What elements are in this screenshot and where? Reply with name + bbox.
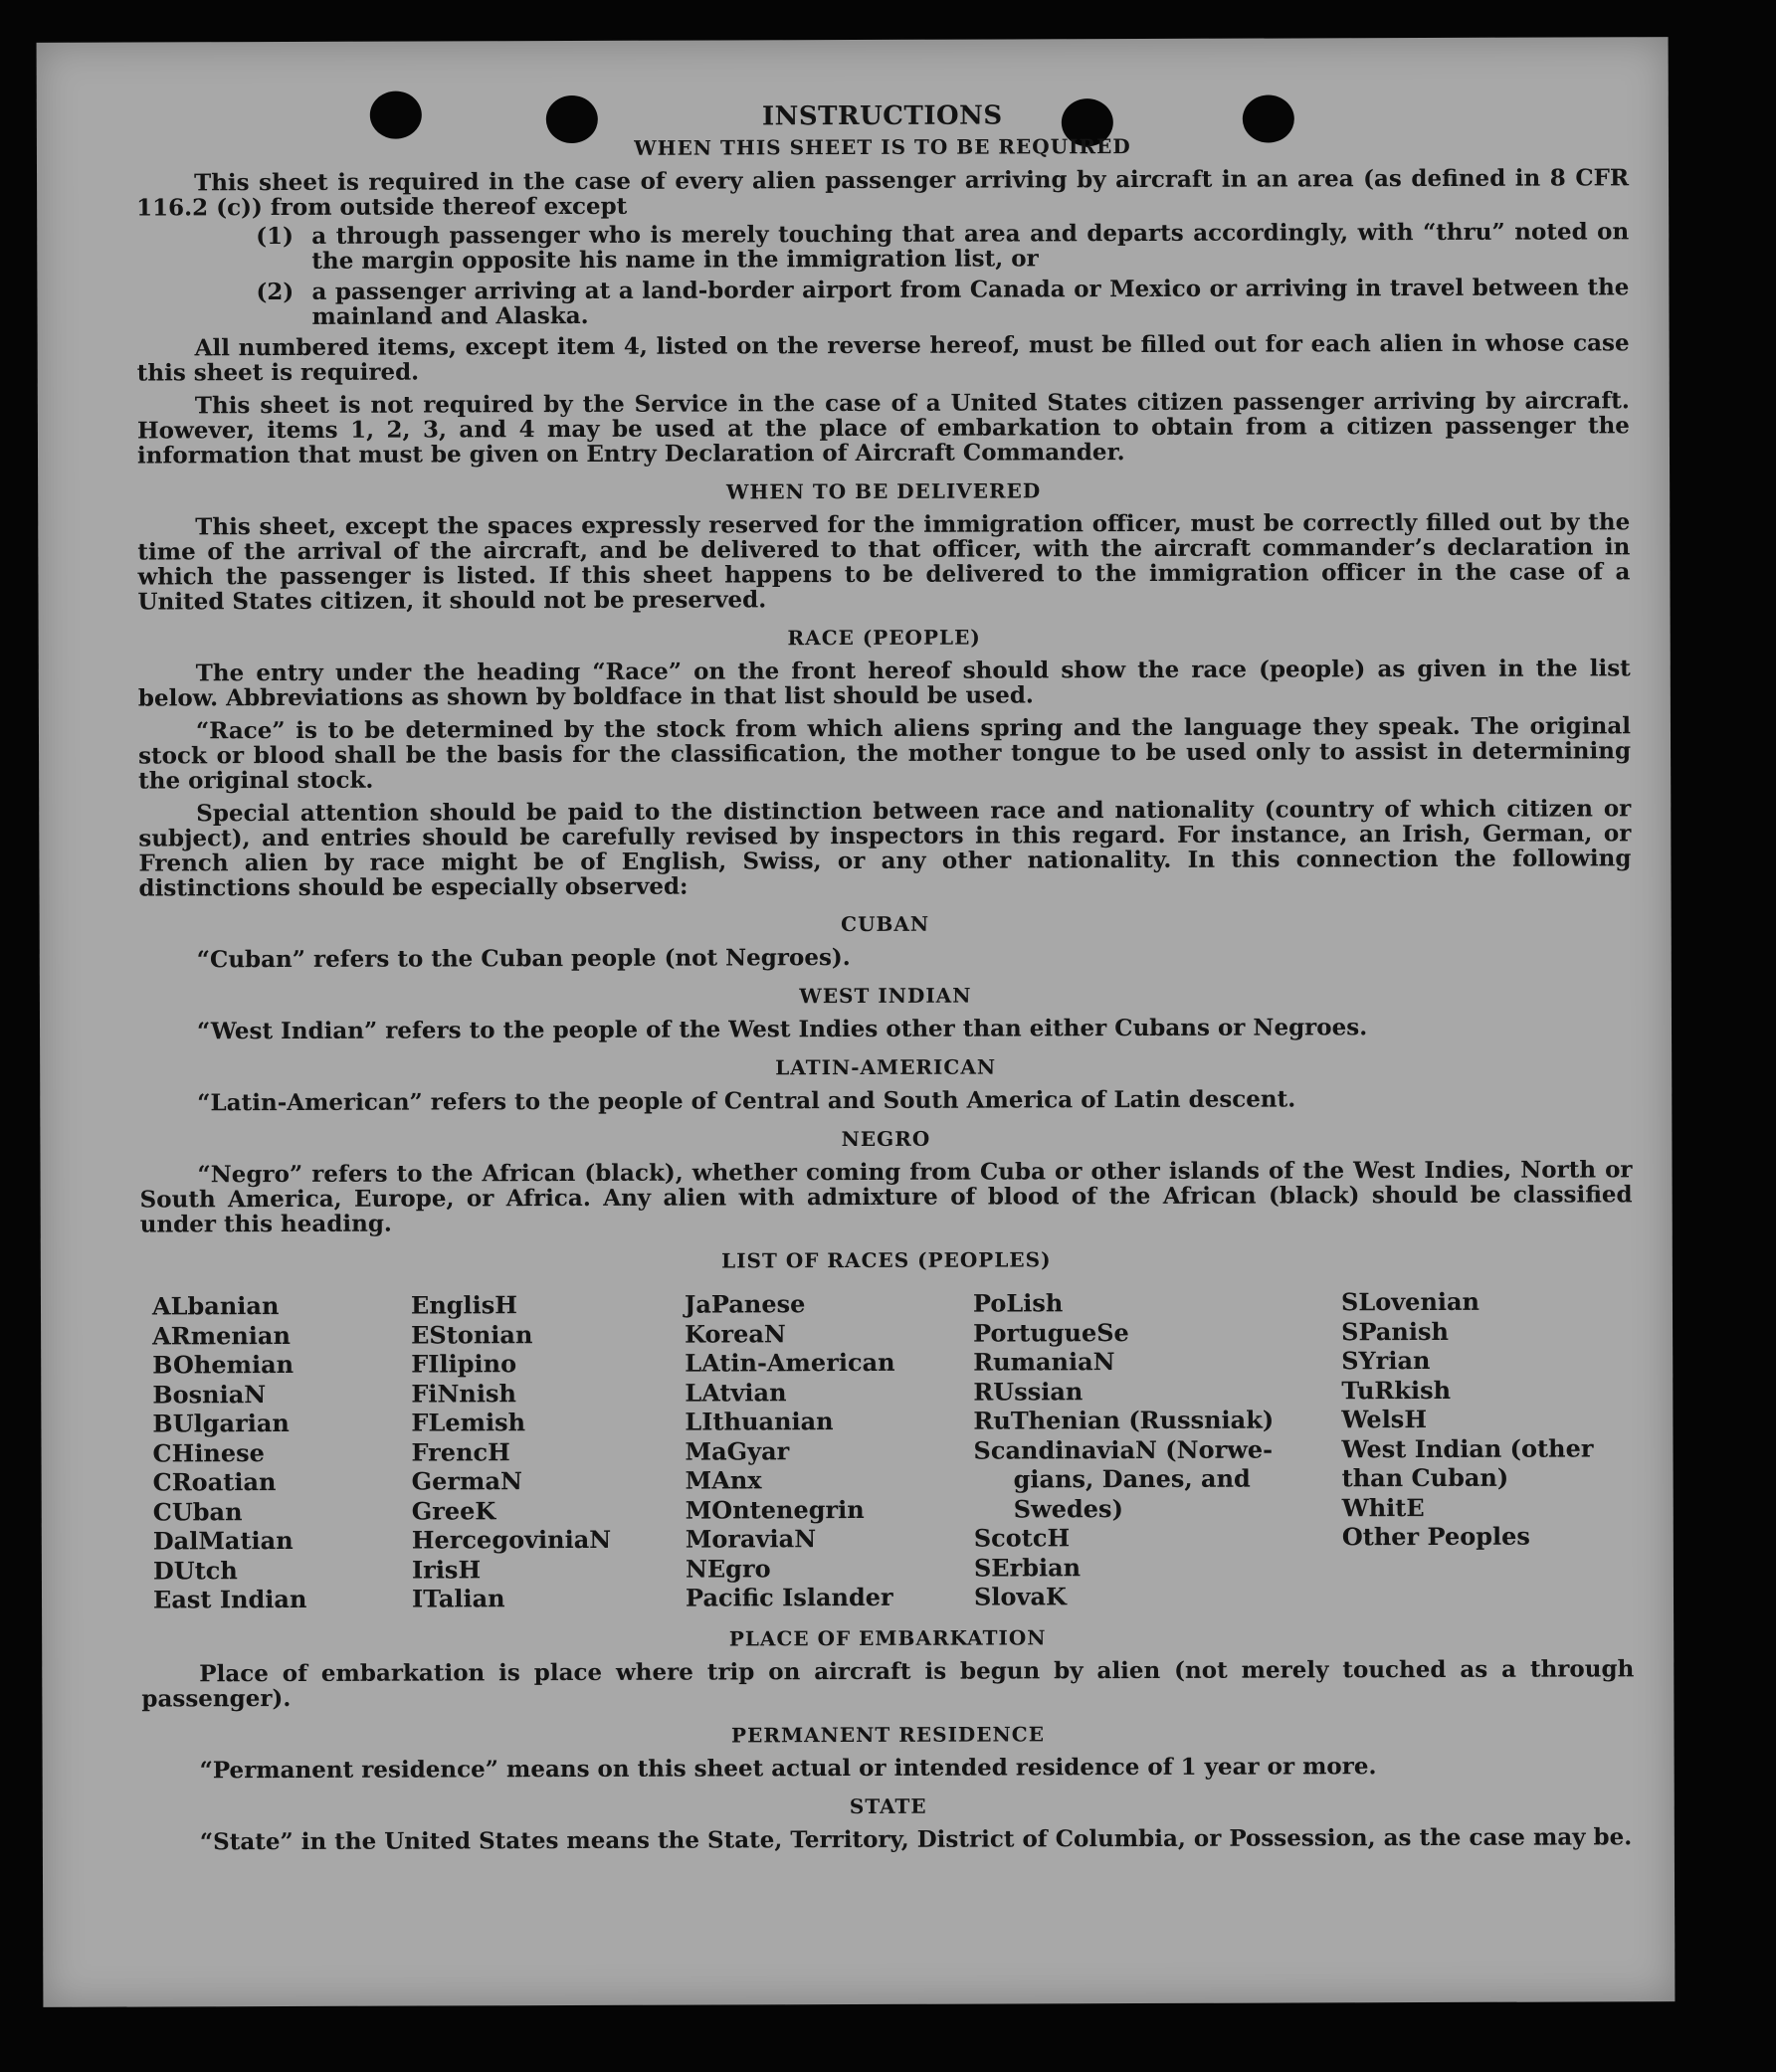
race-entry: EnglisH — [410, 1290, 517, 1320]
race-entry: Pacific Islander — [685, 1582, 893, 1612]
race-entry: RumaniaN — [973, 1347, 1115, 1377]
race-entry: PoLish — [972, 1288, 1064, 1318]
race-entry: than Cuban) — [1341, 1462, 1509, 1493]
race-entry: LAtvian — [685, 1377, 787, 1408]
required-para-2: All numbered items, except item 4, listed on the reverse hereof, must be filled out for each alien in whose case this sheet is required. — [136, 329, 1630, 387]
race-entry: Swedes) — [1013, 1493, 1123, 1523]
delivered-text: This sheet, except the spaces expressly reserved for the immigration officer, must be correctly filled out by the time of the arrival of the aircraft, and be delivered to that officer, with the aircraft commander’s declaration in which the passenger is listed. If this sheet happens to be delivered to the immigration officer in the case of a United States citizen, it should not be preserved. — [137, 508, 1631, 616]
race-entry: MoraviaN — [685, 1524, 817, 1554]
residence-text: “Permanent residence” means on this sheet actual or intended residence of 1 year or more. — [199, 1752, 1377, 1784]
race-entry: MOntenegrin — [685, 1494, 865, 1525]
race-entry: RuThenian (Russniak) — [973, 1405, 1275, 1435]
exception-number: (2) — [256, 278, 295, 306]
races-list — [152, 1286, 1634, 1614]
document-page — [37, 37, 1676, 2007]
exception-text: a passenger arriving at a land-border airport from Canada or Mexico or arriving in travel between the mainland and Alaska. — [311, 274, 1630, 330]
definition-west-indian: “West Indian” refers to the people of the West Indies other than either Cubans or Negroes. — [196, 1014, 1368, 1045]
race-entry: SlovaK — [973, 1582, 1067, 1611]
races-column-2 — [411, 1290, 686, 1613]
exception-item — [256, 275, 1629, 329]
races-column-3 — [685, 1289, 974, 1613]
heading-cuban: CUBAN — [841, 911, 930, 937]
heading-west-indian: WEST INDIAN — [799, 983, 972, 1009]
race-entry: CHinese — [152, 1437, 265, 1467]
exception-item — [256, 219, 1629, 274]
race-entry: LAtin-American — [685, 1347, 895, 1378]
race-entry: East Indian — [152, 1584, 307, 1614]
race-entry: TuRkish — [1341, 1375, 1452, 1405]
instructions-content — [136, 101, 1635, 1862]
race-entry: NEgro — [685, 1553, 771, 1584]
race-entry: SErbian — [973, 1552, 1082, 1583]
heading-race: RACE (PEOPLE) — [787, 625, 981, 651]
race-entry: ALbanian — [151, 1291, 280, 1321]
race-entry: BOhemian — [152, 1349, 295, 1380]
exception-number: (1) — [256, 222, 295, 251]
race-entry: West Indian (other — [1341, 1432, 1594, 1463]
definition-cuban: “Cuban” refers to the Cuban people (not Negroes). — [196, 944, 851, 974]
race-entry: RUssian — [973, 1376, 1084, 1407]
exception-text: a through passenger who is merely touching that area and departs accordingly, with “thru” noted on the margin opposite his name in the immigration list, or — [311, 218, 1630, 275]
race-entry: ScotcH — [973, 1523, 1071, 1553]
race-entry: KoreaN — [685, 1318, 786, 1349]
required-intro: This sheet is required in the case of every alien passenger arriving by aircraft in an area (as defined in 8 CFR 116.2 (c)) from outside thereof except — [136, 164, 1630, 222]
race-para-2: “Race” is to be determined by the stock from which aliens spring and the language they speak. The original stock or blood shall be the basis for the classification, the mother tongue to be used only to assist in determining the original stock. — [138, 712, 1632, 795]
race-entry: MaGyar — [685, 1435, 790, 1466]
race-entry: Other Peoples — [1341, 1521, 1530, 1552]
race-entry: DalMatian — [152, 1525, 294, 1556]
race-para-3: Special attention should be paid to the distinction between race and nationality (country of which citizen or subject), and entries should be carefully revised by inspectors in this regard. For instance, an Irish, German, or French alien by race might be of English, Swiss, or any other nationality. In this connection the following distinctions should be especially observed: — [138, 795, 1632, 902]
heading-state: STATE — [849, 1793, 927, 1818]
race-entry: BosniaN — [152, 1379, 267, 1409]
heading-races-list: LIST OF RACES (PEOPLES) — [721, 1247, 1052, 1273]
required-para-3: This sheet is not required by the Service in the case of a United States citizen passenger arriving by aircraft. However, items 1, 2, 3, and 4 may be used at the place of embarkation to obtain from a citizen passenger the information that must be given on Entry Declaration of Aircraft Commander. — [136, 387, 1630, 470]
race-entry: CRoatian — [152, 1467, 277, 1497]
race-entry: FrencH — [411, 1436, 510, 1467]
race-entry: GermaN — [411, 1466, 522, 1496]
race-entry: ScandinaviaN (Norwe- — [973, 1434, 1274, 1465]
race-entry: MAnx — [685, 1465, 762, 1495]
heading-delivered: WHEN TO BE DELIVERED — [725, 478, 1042, 504]
races-column-5 — [1341, 1286, 1611, 1609]
race-entry: SYrian — [1341, 1345, 1431, 1376]
race-entry: LIthuanian — [685, 1407, 834, 1436]
race-entry: CUban — [152, 1496, 243, 1526]
state-text: “State” in the United States means the State, Territory, District of Columbia, or Possession, as the case may be. — [199, 1822, 1633, 1855]
race-entry: ITalian — [411, 1584, 505, 1613]
race-entry: BUlgarian — [152, 1408, 290, 1438]
race-entry: ARmenian — [152, 1320, 291, 1350]
page-title: INSTRUCTIONS — [761, 100, 1003, 132]
races-column-1 — [152, 1291, 412, 1614]
race-para-1: The entry under the heading “Race” on the front hereof should show the race (people) as given in the list below. Abbreviations as shown by boldface in that list should be used. — [137, 655, 1631, 712]
heading-required: WHEN THIS SHEET IS TO BE REQUIRED — [634, 134, 1131, 160]
race-entry: WelsH — [1341, 1404, 1428, 1434]
race-entry: GreeK — [411, 1495, 496, 1526]
races-column-4 — [973, 1287, 1342, 1611]
race-entry: SLovenian — [1340, 1286, 1480, 1317]
heading-negro: NEGRO — [841, 1126, 931, 1152]
heading-latin-american: LATIN-AMERICAN — [775, 1054, 997, 1080]
embarkation-text: Place of embarkation is place where trip on aircraft is begun by alien (not merely touched as a through passenger). — [141, 1654, 1635, 1713]
heading-residence: PERMANENT RESIDENCE — [730, 1721, 1045, 1747]
definition-negro: “Negro” refers to the African (black), whether coming from Cuba or other islands of the West Indies, North or South America, Europe, or Africa. Any alien with admixture of blood of the African (black) should be classified under this heading. — [139, 1156, 1633, 1238]
race-entry: EStonian — [411, 1319, 533, 1350]
race-entry: WhitE — [1341, 1492, 1425, 1522]
heading-embarkation: PLACE OF EMBARKATION — [728, 1624, 1047, 1650]
race-entry: FIlipino — [411, 1349, 517, 1379]
race-entry: IrisH — [411, 1554, 482, 1585]
race-entry: JaPanese — [684, 1289, 806, 1319]
race-entry: HercegoviniaN — [411, 1524, 612, 1555]
race-entry: SPanish — [1341, 1316, 1449, 1346]
race-entry: PortugueSe — [973, 1317, 1129, 1348]
race-entry: FiNnish — [411, 1378, 516, 1409]
race-entry: DUtch — [152, 1555, 238, 1585]
race-entry: FLemish — [411, 1408, 526, 1437]
race-entry: gians, Danes, and — [1013, 1463, 1251, 1494]
definition-latin-american: “Latin-American” refers to the people of Central and South America of Latin descent. — [197, 1085, 1296, 1117]
